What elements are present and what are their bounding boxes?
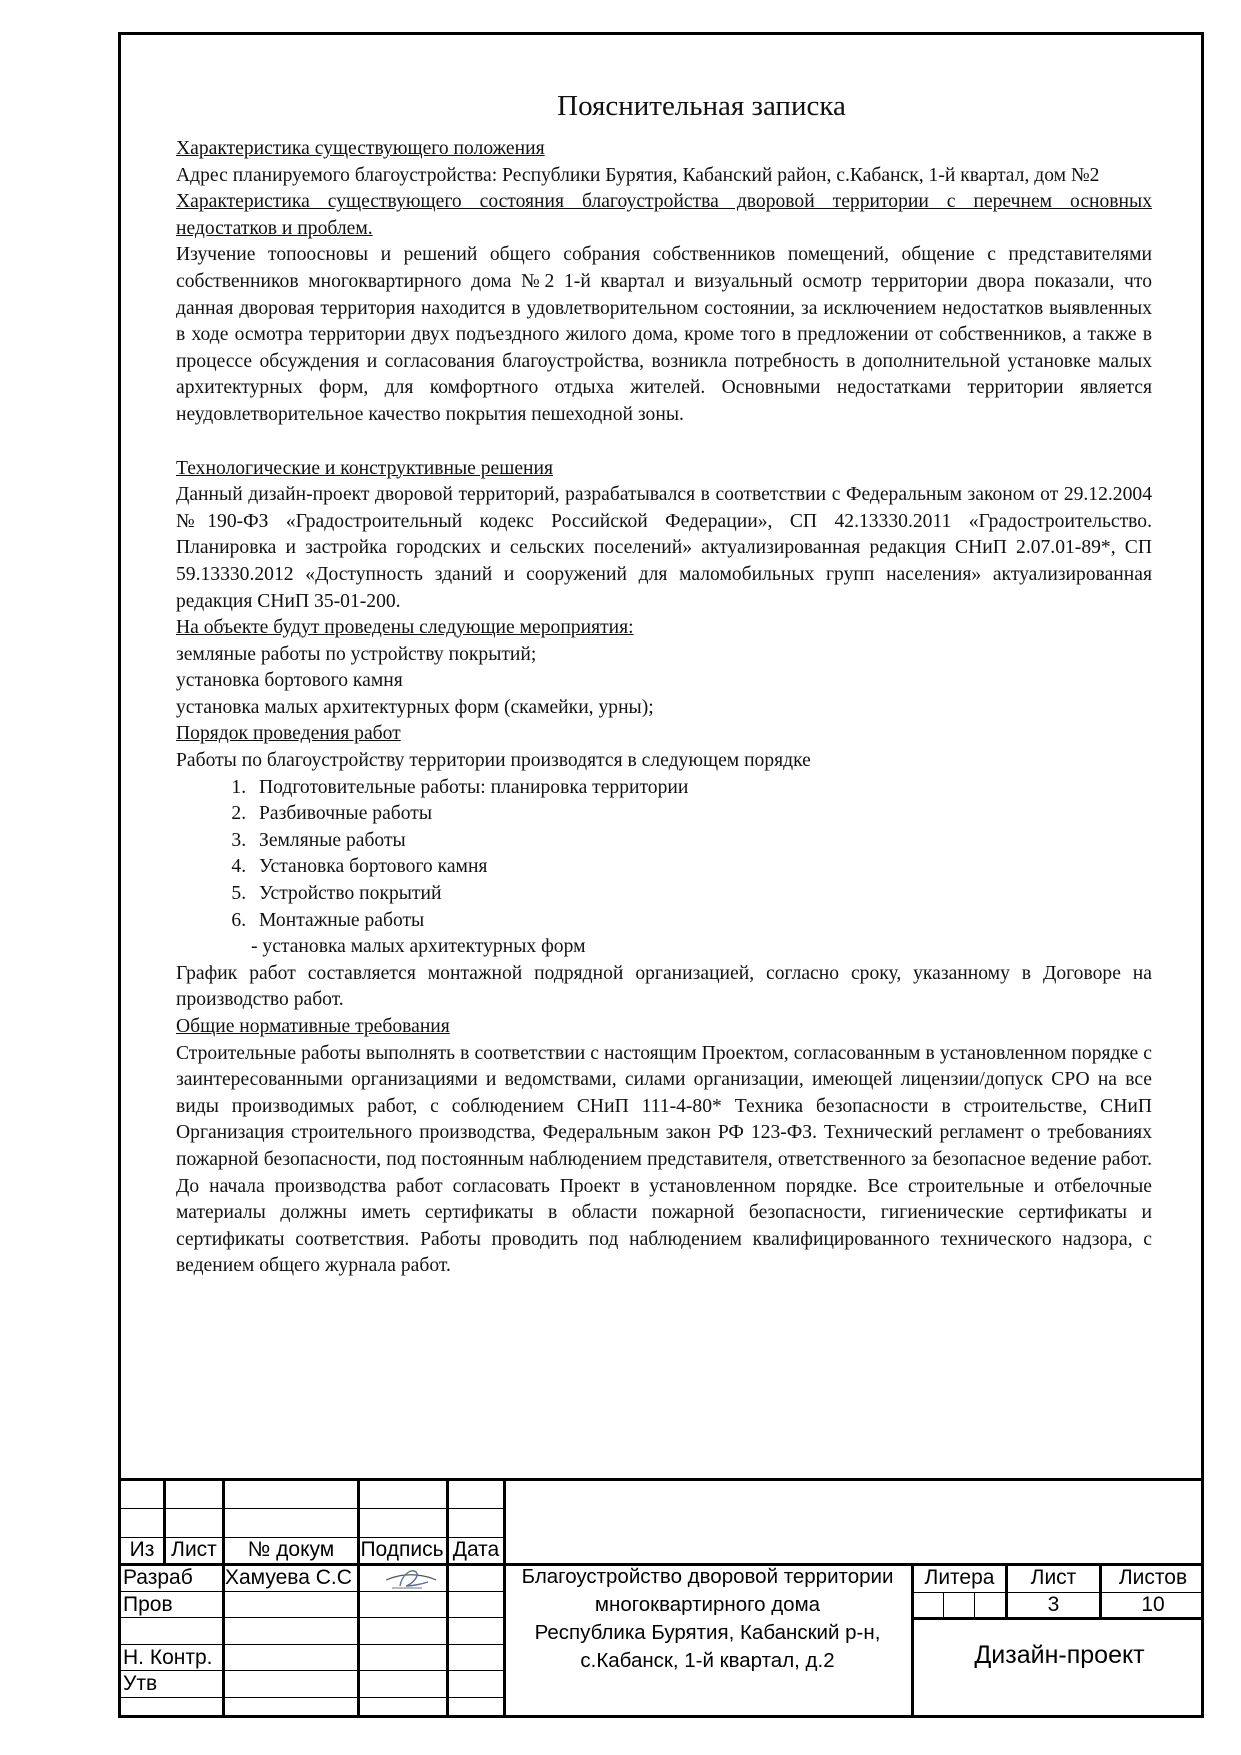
existing-situation-heading: Характеристика существующего положения bbox=[176, 138, 545, 159]
role-developer: Разраб bbox=[123, 1566, 193, 1589]
header-date: Дата bbox=[452, 1538, 500, 1561]
activities-heading: На объекте будут проведены следующие мероприятия: bbox=[176, 617, 634, 639]
header-iz: Из bbox=[129, 1538, 155, 1561]
state-paragraph: Изучение топоосновы и решений общего собрания собственников помещений, общение с представителями собственников многоквартирного дома №2 1-й квартал и визуальный осмотр территории двора показали, что данная дворовая территория находится в удовлетворительном состоянии, за исключением недостатков выявленных в ходе осмотра территории двух подъездного жилого дома, кроме того в предложении от собственников, а также в процессе обсуждения и согласования благоустройства, возникла потребность в дополнительной установке малых архитектурных форм, для комфортного отдыха жителей. Основными недостатками территории является неудовлетворительное качество покрытия пешеходной зоны. bbox=[176, 244, 1152, 425]
order-step: 1. Подготовительные работы: планировка территории bbox=[251, 775, 1152, 802]
order-steps-list bbox=[176, 775, 1152, 935]
order-step: 2. Разбивочные работы bbox=[251, 801, 1152, 828]
order-intro: Работы по благоустройству территории производятся в следующем порядке bbox=[176, 750, 811, 772]
title-block-column-line bbox=[357, 1478, 360, 1718]
title-block-top-line bbox=[118, 1478, 1204, 1481]
role-norm-control: Н. Контр. bbox=[123, 1646, 213, 1669]
litera-label: Литера bbox=[924, 1566, 995, 1589]
norms-paragraph: Строительные работы выполнять в соответствии с настоящим Проектом, согласованным в установленном порядке с заинтересованными организациями и ведомствами, силами организации, имеющей лицензии/допуск СРО на все виды производимых работ, с соблюдением СНиП 111-4-80* Техника безопасности в строительстве, СНиП Организация строительного производства, Федеральным закон РФ 123-ФЗ. Технический регламент о требованиях пожарной безопасности, под постоянным наблюдением представителя, ответственного за безопасное ведение работ. До начала производства работ согласовать Проект в установленном порядке. Все строительные и отбелочные материалы должны иметь сертификаты в области пожарной безопасности, гигиенические сертификаты и сертификаты соответствия. Работы проводить под наблюдением квалифицированного технического надзора, с ведением общего журнала работ. bbox=[176, 1042, 1152, 1277]
title-block-litera-divider bbox=[943, 1592, 944, 1617]
sheet-label: Лист bbox=[1030, 1566, 1077, 1589]
sheets-label: Листов bbox=[1118, 1566, 1188, 1589]
title-block-litera-divider bbox=[974, 1592, 975, 1617]
sheet-number: 3 bbox=[1047, 1593, 1060, 1616]
project-title-line: с.Кабанск, 1-й квартал, д.2 bbox=[580, 1649, 835, 1672]
header-list: Лист bbox=[171, 1538, 217, 1561]
explanatory-note bbox=[176, 88, 1152, 1280]
activity-item: установка бортового камня bbox=[176, 670, 403, 692]
stage-label: Дизайн-проект bbox=[974, 1641, 1145, 1669]
project-title-line: Республика Бурятия, Кабанский р-н, bbox=[534, 1621, 881, 1644]
order-heading: Порядок проведения работ bbox=[176, 723, 401, 745]
title-block-column-line bbox=[222, 1478, 225, 1718]
title-block-column-line bbox=[446, 1478, 449, 1718]
header-signature: Подпись bbox=[360, 1538, 444, 1561]
project-title-line: многоквартирного дома bbox=[594, 1593, 821, 1616]
state-heading: Характеристика существующего состояния благоустройства дворовой территории с перечнем основных недостатков и проблем. bbox=[176, 191, 1152, 239]
activity-item: установка малых архитектурных форм (скамейки, урны); bbox=[176, 696, 654, 718]
order-step: 4. Установка бортового камня bbox=[251, 854, 1152, 881]
order-step: 5. Устройство покрытий bbox=[251, 881, 1152, 908]
section-gap bbox=[176, 429, 1152, 456]
title-block-sheet-line bbox=[913, 1617, 1204, 1620]
role-approved: Утв bbox=[123, 1672, 158, 1695]
sheets-total: 10 bbox=[1141, 1593, 1165, 1616]
tech-heading: Технологические и конструктивные решения bbox=[176, 457, 554, 479]
signature-image bbox=[382, 1566, 438, 1592]
page-title: Пояснительная записка bbox=[557, 90, 846, 122]
activity-item: земляные работы по устройству покрытий; bbox=[176, 643, 537, 665]
order-step: 6. Монтажные работы bbox=[251, 908, 1152, 935]
order-step: 3. Земляные работы bbox=[251, 828, 1152, 855]
project-title bbox=[505, 1563, 910, 1675]
role-checked: Пров bbox=[123, 1593, 173, 1616]
tech-paragraph: Данный дизайн-проект дворовой территорий, разрабатывался в соответствии с Федеральным законом от 29.12.2004 №190-ФЗ «Градостроительный кодекс Российской Федерации», СП 42.13330.2011 «Градостроительство. Планировка и застройка городских и сельских поселений» актуализированная редакция СНиП 2.07.01-89*, СП 59.13330.2012 «Доступность зданий и сооружений для маломобильных групп населения» актуализированная редакция СНиП 35-01-200. bbox=[176, 484, 1152, 612]
order-substep: - установка малых архитектурных форм bbox=[251, 936, 586, 958]
header-doc-no: № докум bbox=[247, 1538, 335, 1561]
address-paragraph: Адрес планируемого благоустройства: Республики Бурятия, Кабанский район, с.Кабанск, 1-й квартал, дом №2 bbox=[176, 164, 1100, 186]
project-title-line: Благоустройство дворовой территории bbox=[521, 1565, 894, 1588]
norms-heading: Общие нормативные требования bbox=[176, 1016, 450, 1037]
schedule-paragraph: График работ составляется монтажной подрядной организацией, согласно сроку, указанному в Договоре на производство работ. bbox=[176, 962, 1152, 1011]
developer-name: Хамуева С.С bbox=[225, 1566, 352, 1589]
